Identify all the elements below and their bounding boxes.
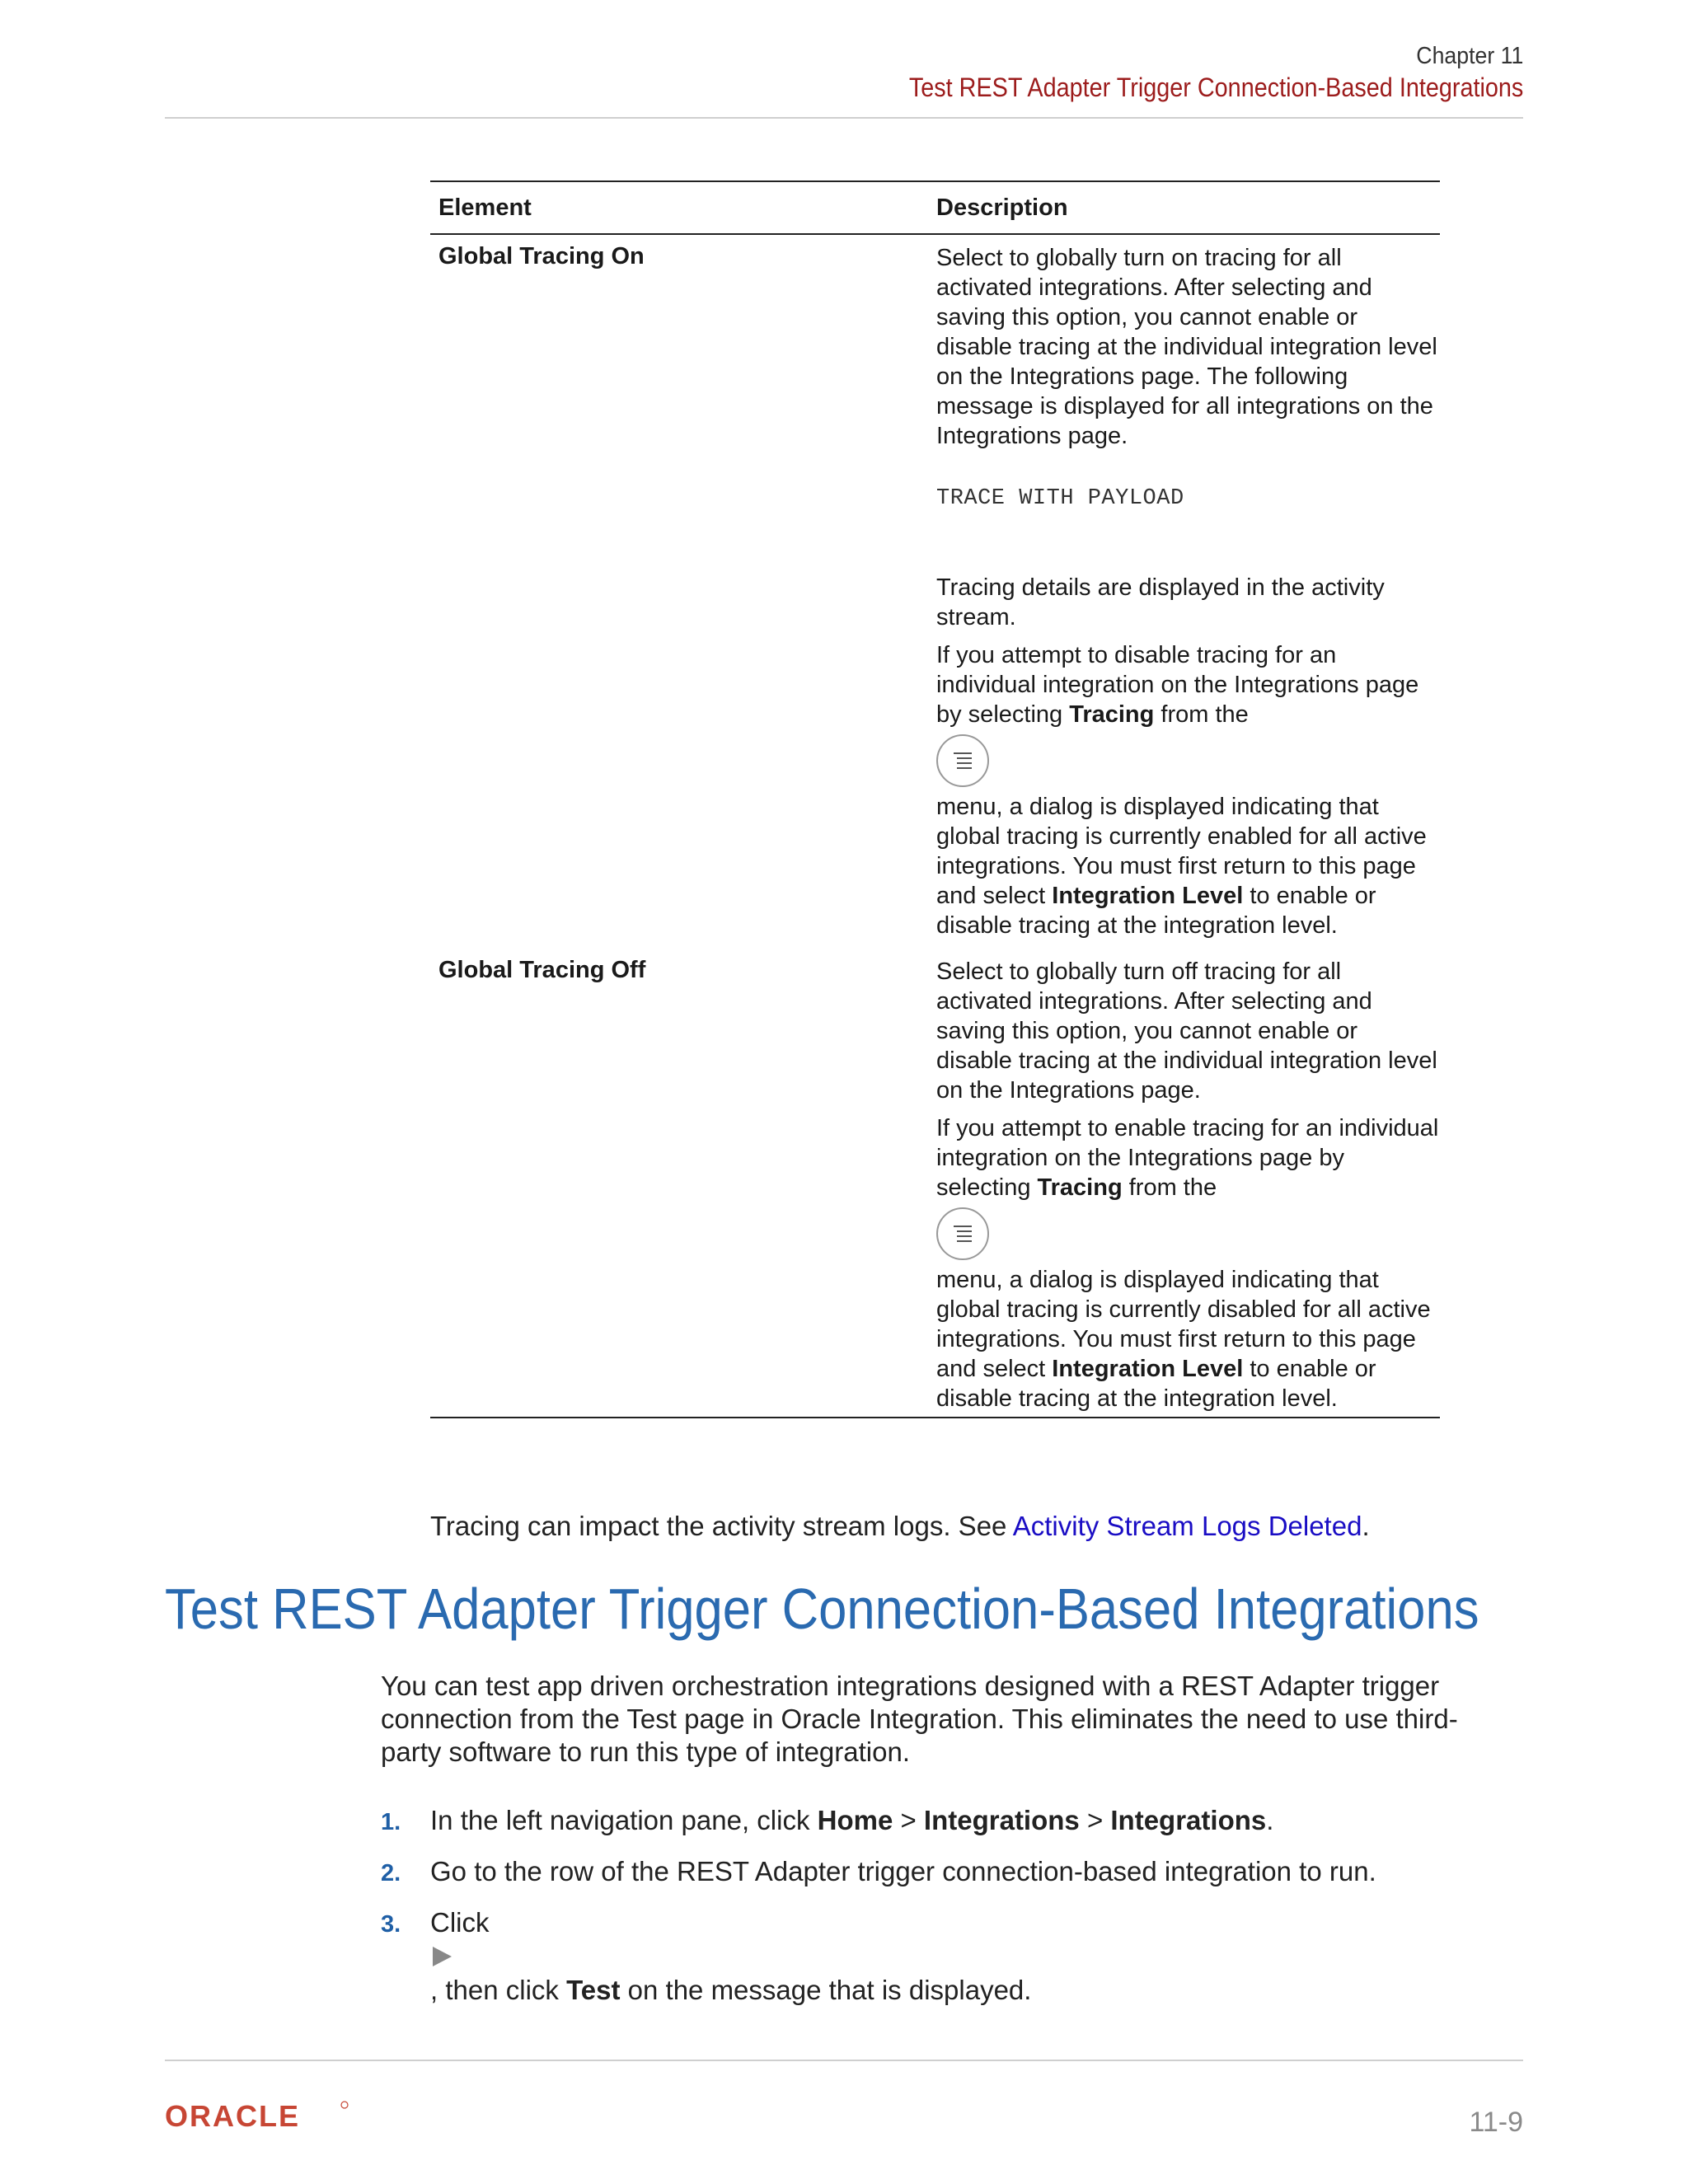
row-description [936,949,1440,1417]
description-paragraph: Tracing details are displayed in the activity stream. [936,574,1385,630]
step-number: 2. [381,1860,401,1886]
description-paragraph: If you attempt to disable tracing for an individual integration on the Integrations page by selecting Tracing from the [936,642,1419,728]
menu-icon-row [936,1204,1440,1263]
table-row [430,949,1440,1417]
description-paragraph: Select to globally turn on tracing for all activated integrations. After selecting and saving this option, you cannot enable or disable tracing at the individual integration level on the Integrations page. The following message is displayed for all integrations on the Integrations page. [936,245,1437,449]
step-text: Go to the row of the REST Adapter trigger connection-based integration to run. [430,1856,1376,1886]
section-heading: Test REST Adapter Trigger Connection-Based Integrations [165,1577,1479,1641]
row-element: Global Tracing Off [438,957,646,983]
header-chapter: Chapter 11 [1415,43,1523,69]
table-row [430,235,1440,949]
column-header-description: Description [936,194,1068,221]
description-paragraph: menu, a dialog is displayed indicating that global tracing is currently enabled for all active integrations. You must first return to this page and select Integration Level to enable or disable tracing at the integration level. [936,794,1427,939]
footer-rule [165,2060,1523,2061]
header-section-title: Test REST Adapter Trigger Connection-Based Integrations [908,73,1523,102]
description-paragraph: If you attempt to enable tracing for an individual integration on the Integrations page by selecting Tracing from the [936,1115,1439,1201]
list-item [381,1805,1518,1838]
note-end: . [1362,1511,1370,1541]
list-item [381,1907,1518,2006]
properties-table [430,180,1440,1418]
list-item [381,1856,1518,1889]
menu-icon-row [936,731,1440,790]
row-element: Global Tracing On [438,243,645,269]
description-paragraph: Select to globally turn off tracing for all activated integrations. After selecting and saving this option, you cannot enable or disable tracing at the individual integration level on the Integrations page. [936,958,1437,1104]
description-paragraph: menu, a dialog is displayed indicating that global tracing is currently disabled for all active integrations. You must first return to this page and select Integration Level to enable or disable tracing at the integration level. [936,1267,1431,1412]
svg-text:ORACLE: ORACLE [165,2100,300,2131]
tracing-note [430,1511,1370,1542]
section-intro: You can test app driven orchestration integrations designed with a REST Adapter trigger connection from the Test page in Oracle Integration. This eliminates the need to use third-party software to run this type of integration. [381,1671,1458,1767]
steps-list [381,1805,1518,2024]
row-description [936,235,1440,949]
hamburger-menu-icon[interactable] [936,734,989,787]
play-icon[interactable] [430,1945,453,1968]
table-header [430,182,1440,233]
table-bottom-rule [430,1417,1440,1418]
step-number: 3. [381,1911,401,1938]
note-text: Tracing can impact the activity stream logs. See [430,1511,1013,1541]
step-number: 1. [381,1809,401,1835]
oracle-logo [165,2100,349,2135]
column-header-element: Element [438,194,532,221]
step-text: In the left navigation pane, click Home > Integrations > Integrations. [430,1805,1274,1835]
hamburger-menu-icon[interactable] [936,1207,989,1260]
header-rule [165,117,1523,119]
step-text: Click , then click Test on the message that is displayed. [430,1907,1032,2005]
page-number: 11-9 [1469,2107,1523,2138]
code-sample: TRACE WITH PAYLOAD [936,486,1184,511]
activity-stream-logs-link[interactable]: Activity Stream Logs Deleted [1012,1511,1362,1541]
